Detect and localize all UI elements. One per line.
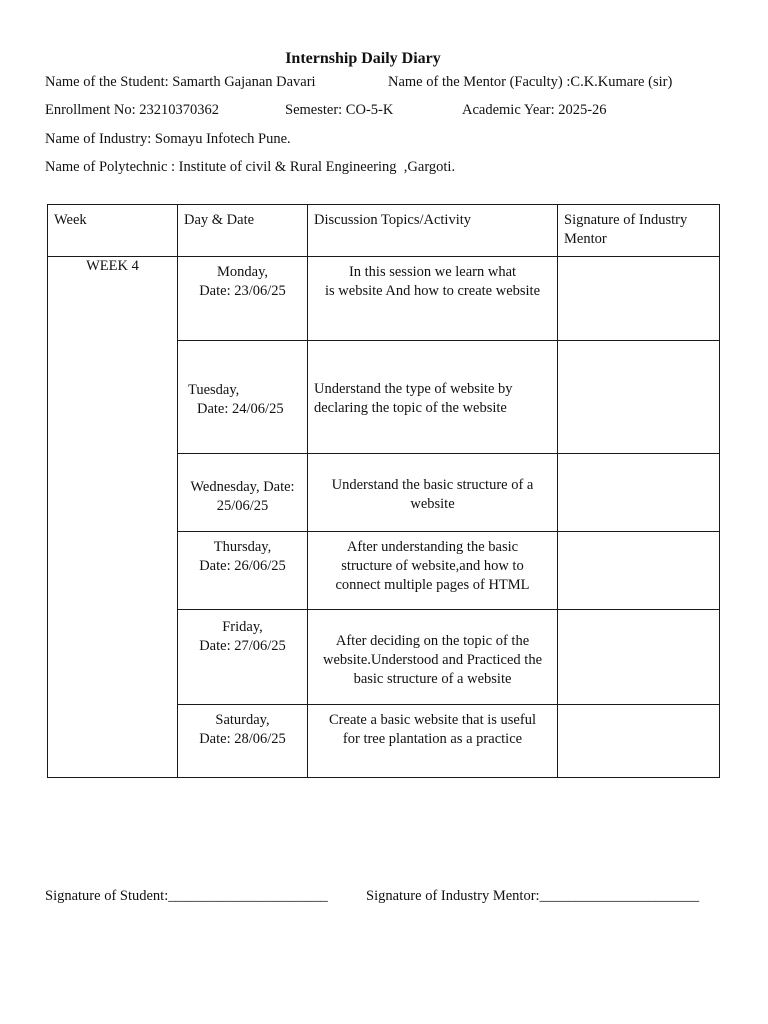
topic-line: website	[410, 496, 455, 512]
student-name: Name of the Student: Samarth Gajanan Davari	[45, 74, 316, 90]
header-topics: Discussion Topics/Activity	[308, 205, 558, 257]
day-date-cell	[178, 610, 308, 705]
day-date-cell	[178, 341, 308, 454]
topic-cell	[308, 454, 558, 532]
day-date: 25/06/25	[216, 498, 269, 514]
topic-line: declaring the topic of the website	[314, 400, 507, 416]
topic-line: structure of website,and how to	[341, 558, 524, 574]
topic-line: connect multiple pages of HTML	[335, 577, 530, 593]
mentor-signature-line: Signature of Industry Mentor:______________________	[366, 888, 700, 904]
topic-line: In this session we learn what	[348, 264, 517, 280]
week-label-text: WEEK 4	[86, 258, 139, 274]
mentor-name: Name of the Mentor (Faculty) :C.K.Kumare (sir)	[388, 74, 673, 90]
diary-table	[47, 204, 720, 778]
academic-year: Academic Year: 2025-26	[462, 102, 607, 118]
topic-line: After understanding the basic	[346, 539, 519, 555]
signature-cell	[558, 257, 720, 341]
day-date-cell	[178, 705, 308, 778]
day-name: Monday,	[216, 264, 268, 280]
topic-cell	[308, 532, 558, 610]
header-week: Week	[48, 205, 178, 257]
signature-cell	[558, 705, 720, 778]
day-date-cell	[178, 454, 308, 532]
signature-cell	[558, 532, 720, 610]
topic-cell	[308, 610, 558, 705]
day-date: Date: 24/06/25	[197, 401, 284, 417]
day-name: Saturday,	[215, 712, 270, 728]
enrollment-number: Enrollment No: 23210370362	[45, 102, 219, 118]
topic-line: basic structure of a website	[353, 671, 512, 687]
student-signature-line: Signature of Student:______________________	[45, 888, 328, 904]
day-date-cell	[178, 257, 308, 341]
day-date: Date: 27/06/25	[199, 638, 286, 654]
day-name: Wednesday, Date:	[190, 479, 295, 495]
header-day-date: Day & Date	[178, 205, 308, 257]
industry-name: Name of Industry: Somayu Infotech Pune.	[45, 131, 291, 147]
day-date: Date: 23/06/25	[199, 283, 286, 299]
table-row	[48, 257, 720, 341]
day-date: Date: 28/06/25	[199, 731, 286, 747]
day-date: Date: 26/06/25	[199, 558, 286, 574]
signature-cell	[558, 341, 720, 454]
topic-line: Understand the basic structure of a	[331, 477, 534, 493]
day-name: Thursday,	[213, 539, 272, 555]
topic-cell	[308, 341, 558, 454]
day-date-cell	[178, 532, 308, 610]
header-signature: Signature of Industry Mentor	[558, 205, 720, 257]
topic-line: is website And how to create website	[324, 283, 541, 299]
table-header-row	[48, 205, 720, 257]
week-label	[48, 257, 178, 778]
signature-cell	[558, 610, 720, 705]
semester: Semester: CO-5-K	[285, 102, 394, 118]
topic-cell	[308, 705, 558, 778]
day-name: Friday,	[222, 619, 263, 635]
topic-line: website.Understood and Practiced the	[322, 652, 543, 668]
polytechnic-name: Name of Polytechnic : Institute of civil & Rural Engineering ,Gargoti.	[45, 159, 456, 175]
topic-line: Understand the type of website by	[314, 381, 513, 397]
topic-cell	[308, 257, 558, 341]
signature-cell	[558, 454, 720, 532]
topic-line: After deciding on the topic of the	[335, 633, 530, 649]
document-title: Internship Daily Diary	[285, 50, 441, 67]
day-name: Tuesday,	[188, 382, 240, 398]
topic-line: for tree plantation as a practice	[342, 731, 523, 747]
topic-line: Create a basic website that is useful	[329, 712, 536, 728]
